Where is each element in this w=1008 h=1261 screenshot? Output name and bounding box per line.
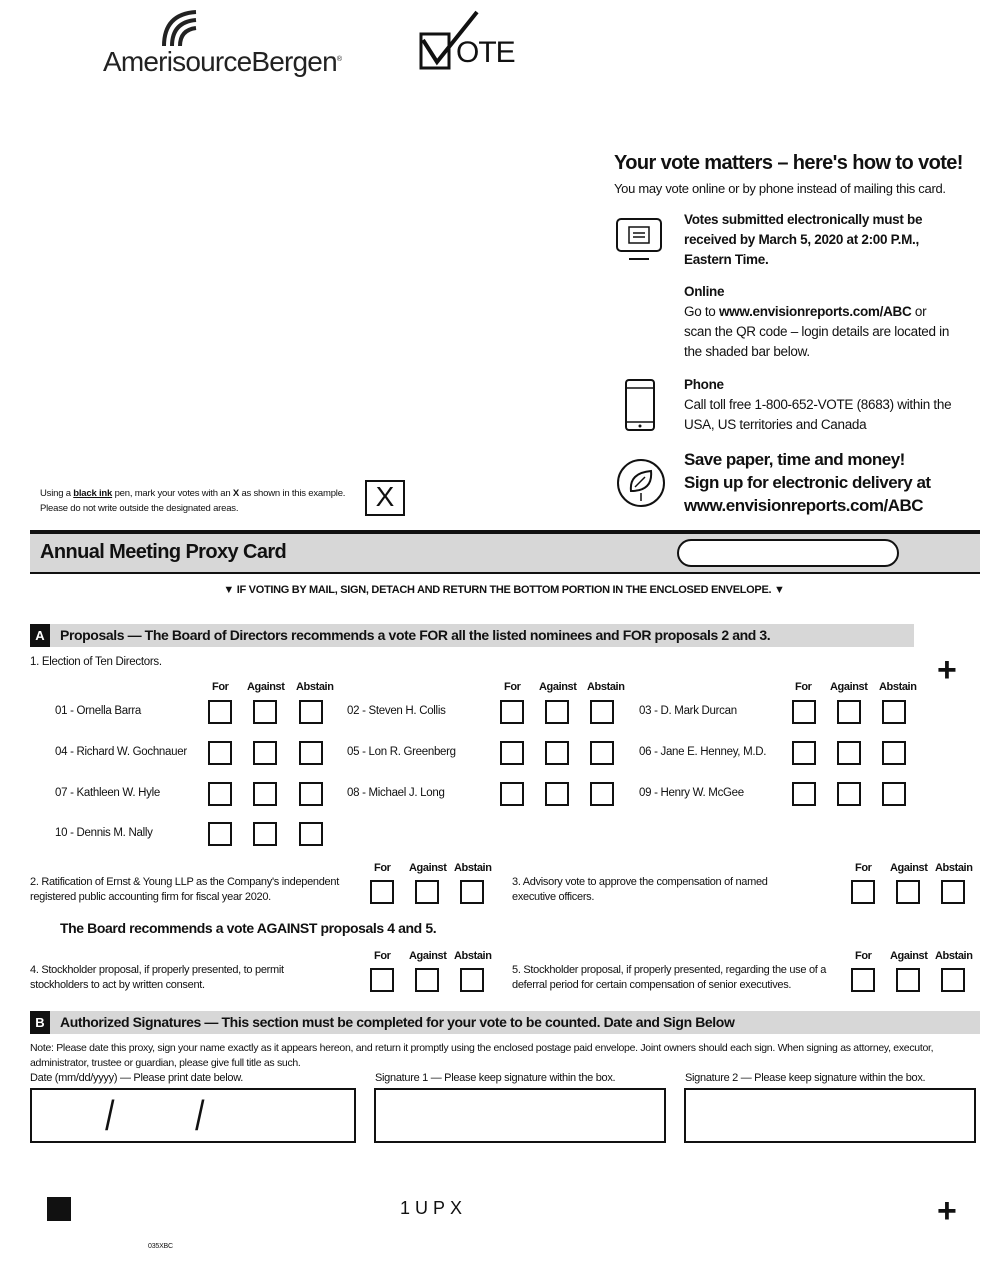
form-code: 1UPX: [400, 1198, 468, 1218]
nominee-01-against-checkbox[interactable]: [253, 700, 277, 724]
phone-instructions: Phone Call toll free 1-800-652-VOTE (8683) within the USA, US territories and Canada: [684, 377, 952, 432]
phone-icon: [624, 378, 656, 432]
proposal-4-for-checkbox[interactable]: [370, 968, 394, 992]
nominee-03-against-checkbox[interactable]: [837, 700, 861, 724]
section-b-header: [30, 1011, 980, 1034]
nominee-06-label: 06 - Jane E. Henney, M.D.: [639, 746, 767, 758]
signature-1-label: Signature 1 — Please keep signature within the box.: [375, 1072, 616, 1084]
election-label: 1. Election of Ten Directors.: [30, 656, 162, 668]
nominee-10-abstain-checkbox[interactable]: [299, 822, 323, 846]
delivery-url[interactable]: www.envisionreports.com/ABC: [684, 496, 924, 515]
proposal-2-label: 2. Ratification of Ernst & Young LLP as the Company's independent registered public accounting firm for fiscal year 2020.: [30, 876, 339, 903]
nominee-01-for-checkbox[interactable]: [208, 700, 232, 724]
proposal-2-abstain-checkbox[interactable]: [460, 880, 484, 904]
p4-col-for: For: [374, 950, 391, 962]
nominee-07-against-checkbox[interactable]: [253, 782, 277, 806]
col-abstain-3: Abstain: [879, 681, 917, 693]
vote-logo-text: OTE: [456, 36, 515, 69]
p5-col-abstain: Abstain: [935, 950, 973, 962]
how-to-vote-subtitle: You may vote online or by phone instead of mailing this card.: [614, 181, 946, 196]
proposal-5-against-checkbox[interactable]: [896, 968, 920, 992]
bar-bottom-rule: [30, 572, 980, 574]
proposal-3-abstain-checkbox[interactable]: [941, 880, 965, 904]
marking-instructions: Using a black ink pen, mark your votes with an X as shown in this example. Please do not write outside the designated areas.: [40, 488, 346, 514]
proposal-5-label: 5. Stockholder proposal, if properly presented, regarding the use of a deferral period for certain compensation of senior executives.: [512, 964, 827, 991]
section-b-letter: B: [30, 1011, 50, 1034]
proposal-4-label: 4. Stockholder proposal, if properly presented, to permit stockholders to act by written consent.: [30, 964, 284, 991]
example-mark-box: [365, 480, 405, 516]
section-b-title: Authorized Signatures — This section must be completed for your vote to be counted. Date and Sign Below: [60, 1014, 735, 1030]
nominee-03-for-checkbox[interactable]: [792, 700, 816, 724]
nominee-05-abstain-checkbox[interactable]: [590, 741, 614, 765]
nominee-09-against-checkbox[interactable]: [837, 782, 861, 806]
proposal-3-for-checkbox[interactable]: [851, 880, 875, 904]
plus-mark-bottom: +: [937, 1192, 957, 1230]
nominee-01-label: 01 - Ornella Barra: [55, 705, 141, 717]
nominee-07-abstain-checkbox[interactable]: [299, 782, 323, 806]
nominee-09-for-checkbox[interactable]: [792, 782, 816, 806]
nominee-09-abstain-checkbox[interactable]: [882, 782, 906, 806]
col-against-2: Against: [539, 681, 577, 693]
p5-col-for: For: [855, 950, 872, 962]
col-for-1: For: [212, 681, 229, 693]
col-abstain-1: Abstain: [296, 681, 334, 693]
nominee-02-label: 02 - Steven H. Collis: [347, 705, 446, 717]
p4-col-against: Against: [409, 950, 447, 962]
p3-col-for: For: [855, 862, 872, 874]
p5-col-against: Against: [890, 950, 928, 962]
nominee-04-for-checkbox[interactable]: [208, 741, 232, 765]
nominee-06-abstain-checkbox[interactable]: [882, 741, 906, 765]
nominee-10-label: 10 - Dennis M. Nally: [55, 827, 153, 839]
nominee-02-abstain-checkbox[interactable]: [590, 700, 614, 724]
date-slash-2: /: [195, 1092, 205, 1139]
date-field[interactable]: [30, 1088, 356, 1143]
brand-name: AmerisourceBergen®: [103, 46, 342, 77]
p2-col-against: Against: [409, 862, 447, 874]
nominee-05-label: 05 - Lon R. Greenberg: [347, 746, 456, 758]
how-to-vote-title: Your vote matters – here's how to vote!: [614, 152, 963, 174]
leaf-icon: [615, 457, 667, 509]
nominee-06-against-checkbox[interactable]: [837, 741, 861, 765]
amerisourcebergen-logo-icon: [160, 8, 200, 48]
nominee-07-label: 07 - Kathleen W. Hyle: [55, 787, 160, 799]
nominee-09-label: 09 - Henry W. McGee: [639, 787, 744, 799]
p2-col-abstain: Abstain: [454, 862, 492, 874]
electronic-delivery-promo: Save paper, time and money! Sign up for electronic delivery at www.envisionreports.com/ABC: [684, 450, 931, 515]
small-form-code: 035XBC: [148, 1243, 173, 1250]
proposal-3-label: 3. Advisory vote to approve the compensation of named executive officers.: [512, 876, 768, 903]
nominee-06-for-checkbox[interactable]: [792, 741, 816, 765]
nominee-05-against-checkbox[interactable]: [545, 741, 569, 765]
nominee-03-abstain-checkbox[interactable]: [882, 700, 906, 724]
online-url[interactable]: www.envisionreports.com/ABC: [718, 304, 912, 319]
proposal-5-abstain-checkbox[interactable]: [941, 968, 965, 992]
col-abstain-2: Abstain: [587, 681, 625, 693]
p2-col-for: For: [374, 862, 391, 874]
nominee-07-for-checkbox[interactable]: [208, 782, 232, 806]
signature-2-label: Signature 2 — Please keep signature within the box.: [685, 1072, 926, 1084]
proposal-2-for-checkbox[interactable]: [370, 880, 394, 904]
proposal-5-for-checkbox[interactable]: [851, 968, 875, 992]
nominee-02-against-checkbox[interactable]: [545, 700, 569, 724]
plus-mark-top: +: [937, 651, 957, 689]
nominee-04-label: 04 - Richard W. Gochnauer: [55, 746, 187, 758]
phone-title: Phone: [684, 377, 724, 392]
nominee-04-against-checkbox[interactable]: [253, 741, 277, 765]
p4-col-abstain: Abstain: [454, 950, 492, 962]
control-number-field: [677, 539, 899, 567]
nominee-05-for-checkbox[interactable]: [500, 741, 524, 765]
section-a-header: [30, 624, 914, 647]
date-slash-1: /: [105, 1092, 115, 1139]
signature-note: Note: Please date this proxy, sign your name exactly as it appears hereon, and return it promptly using the enclosed postage paid envelope. Joint owners should each sign. When signing as attorney, executor, administrator, trustee or guardian, please give full title as such.: [30, 1042, 934, 1069]
nominee-04-abstain-checkbox[interactable]: [299, 741, 323, 765]
date-label: Date (mm/dd/yyyy) — Please print date below.: [30, 1072, 244, 1084]
computer-icon: [614, 216, 664, 262]
mail-instructions: ▼ IF VOTING BY MAIL, SIGN, DETACH AND RETURN THE BOTTOM PORTION IN THE ENCLOSED ENVELOPE. ▼: [223, 584, 785, 596]
registration-square: [47, 1197, 71, 1221]
against-recommendation-header: The Board recommends a vote AGAINST proposals 4 and 5.: [60, 920, 437, 936]
example-x-mark: X: [375, 481, 395, 512]
signature-1-field[interactable]: [374, 1088, 666, 1143]
proposal-3-against-checkbox[interactable]: [896, 880, 920, 904]
section-a-title: Proposals — The Board of Directors recommends a vote FOR all the listed nominees and FOR proposals 2 and 3.: [60, 627, 771, 643]
nominee-01-abstain-checkbox[interactable]: [299, 700, 323, 724]
proposal-4-abstain-checkbox[interactable]: [460, 968, 484, 992]
col-against-3: Against: [830, 681, 868, 693]
proxy-card-title: Annual Meeting Proxy Card: [40, 541, 287, 563]
nominee-08-for-checkbox[interactable]: [500, 782, 524, 806]
col-against-1: Against: [247, 681, 285, 693]
nominee-08-against-checkbox[interactable]: [545, 782, 569, 806]
signature-2-field[interactable]: [684, 1088, 976, 1143]
nominee-08-abstain-checkbox[interactable]: [590, 782, 614, 806]
electronic-deadline: Votes submitted electronically must be received by March 5, 2020 at 2:00 P.M., Eastern Time.: [684, 212, 923, 267]
nominee-10-for-checkbox[interactable]: [208, 822, 232, 846]
nominee-10-against-checkbox[interactable]: [253, 822, 277, 846]
nominee-02-for-checkbox[interactable]: [500, 700, 524, 724]
p3-col-abstain: Abstain: [935, 862, 973, 874]
online-instructions: Online Go to www.envisionreports.com/ABC or scan the QR code – login details are located in the shaded bar below.: [684, 284, 950, 359]
proposal-2-against-checkbox[interactable]: [415, 880, 439, 904]
section-a-letter: A: [30, 624, 50, 647]
proposal-4-against-checkbox[interactable]: [415, 968, 439, 992]
nominee-03-label: 03 - D. Mark Durcan: [639, 705, 737, 717]
online-title: Online: [684, 284, 725, 299]
col-for-2: For: [504, 681, 521, 693]
col-for-3: For: [795, 681, 812, 693]
nominee-08-label: 08 - Michael J. Long: [347, 787, 445, 799]
p3-col-against: Against: [890, 862, 928, 874]
